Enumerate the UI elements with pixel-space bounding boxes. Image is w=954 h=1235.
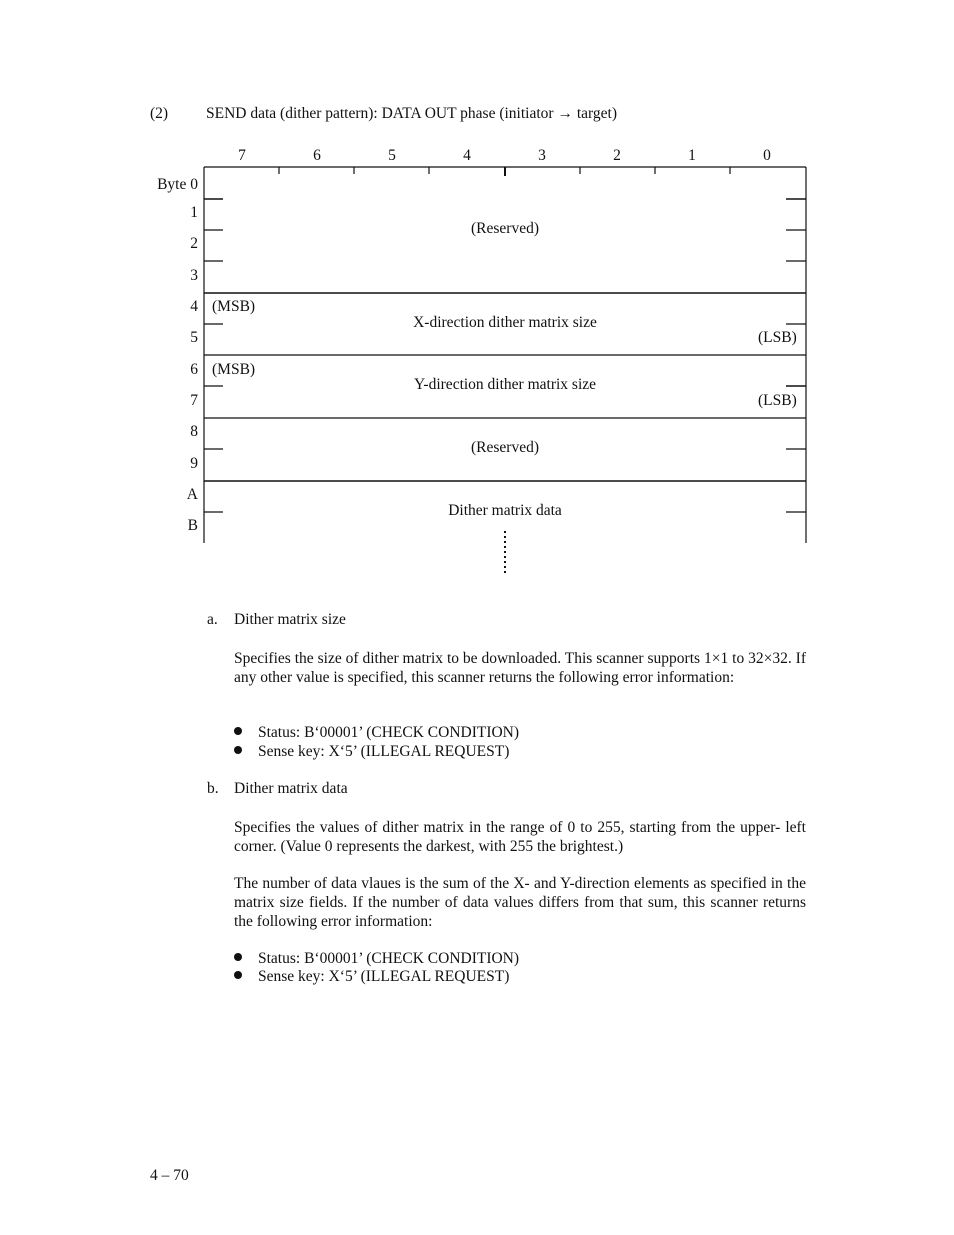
section-b-label: b.: [207, 780, 219, 797]
byte-label-4: 4: [190, 298, 198, 315]
dither-matrix-data-field: Dither matrix data: [448, 502, 562, 519]
byte-label-7: 7: [190, 392, 198, 409]
reserved-field-bytes-0-3: (Reserved): [471, 220, 539, 237]
section-a-bullet-sense-key: Sense key: X‘5’ (ILLEGAL REQUEST): [234, 743, 509, 761]
x-size-msb-label: (MSB): [212, 298, 256, 315]
byte-label-0: Byte 0: [157, 176, 198, 193]
byte-label-9: 9: [190, 455, 198, 472]
x-direction-size-field: X-direction dither matrix size: [413, 314, 597, 331]
bullet-icon: [234, 971, 242, 979]
section-a-bullet-status: Status: B‘00001’ (CHECK CONDITION): [234, 724, 519, 742]
byte-label-6: 6: [190, 361, 198, 378]
section-a-title: Dither matrix size: [234, 611, 346, 628]
byte-label-b: B: [187, 517, 198, 534]
section-b-bullet-status: Status: B‘00001’ (CHECK CONDITION): [234, 950, 519, 968]
bit-label-7: 7: [238, 147, 246, 164]
byte-label-8: 8: [190, 423, 198, 440]
bit-label-0: 0: [763, 147, 771, 164]
bullet-icon: [234, 727, 242, 735]
section-b-title: Dither matrix data: [234, 780, 348, 797]
section-b-bullet-sense-key: Sense key: X‘5’ (ILLEGAL REQUEST): [234, 968, 509, 986]
byte-label-a: A: [186, 486, 198, 503]
bit-label-3: 3: [538, 147, 546, 164]
section-b-paragraph-2: The number of data vlaues is the sum of the X- and Y-direction elements as specified in the matrix size fields. If the number of data values differs from that sum, this scanner returns the following error information:: [234, 875, 806, 930]
byte-label-5: 5: [190, 329, 198, 346]
byte-label-3: 3: [190, 267, 198, 284]
byte-label-1: 1: [190, 204, 198, 221]
bit-label-4: 4: [463, 147, 471, 164]
section-heading: SEND data (dither pattern): DATA OUT phase (initiator → target): [206, 105, 617, 122]
byte-label-2: 2: [190, 235, 198, 252]
bullet-icon: [234, 953, 242, 961]
y-direction-size-field: Y-direction dither matrix size: [413, 376, 597, 393]
section-a-label: a.: [207, 611, 218, 628]
section-number: (2): [150, 105, 169, 122]
section-a-paragraph: Specifies the size of dither matrix to be downloaded. This scanner supports 1×1 to 32×32. If any other value is specified, this scanner returns the following error information:: [234, 650, 806, 686]
page-number: 4 – 70: [150, 1167, 189, 1184]
bit-label-1: 1: [688, 147, 696, 164]
reserved-field-bytes-8-9: (Reserved): [471, 439, 539, 456]
bit-label-6: 6: [313, 147, 321, 164]
section-b-paragraph-1: Specifies the values of dither matrix in the range of 0 to 255, starting from the upper- left corner. (Value 0 represents the darkest, with 255 the brightest.): [234, 819, 806, 855]
bit-label-5: 5: [388, 147, 396, 164]
y-size-lsb-label: (LSB): [758, 392, 797, 409]
bullet-icon: [234, 746, 242, 754]
x-size-lsb-label: (LSB): [758, 329, 797, 346]
bit-label-2: 2: [613, 147, 621, 164]
y-size-msb-label: (MSB): [212, 361, 256, 378]
